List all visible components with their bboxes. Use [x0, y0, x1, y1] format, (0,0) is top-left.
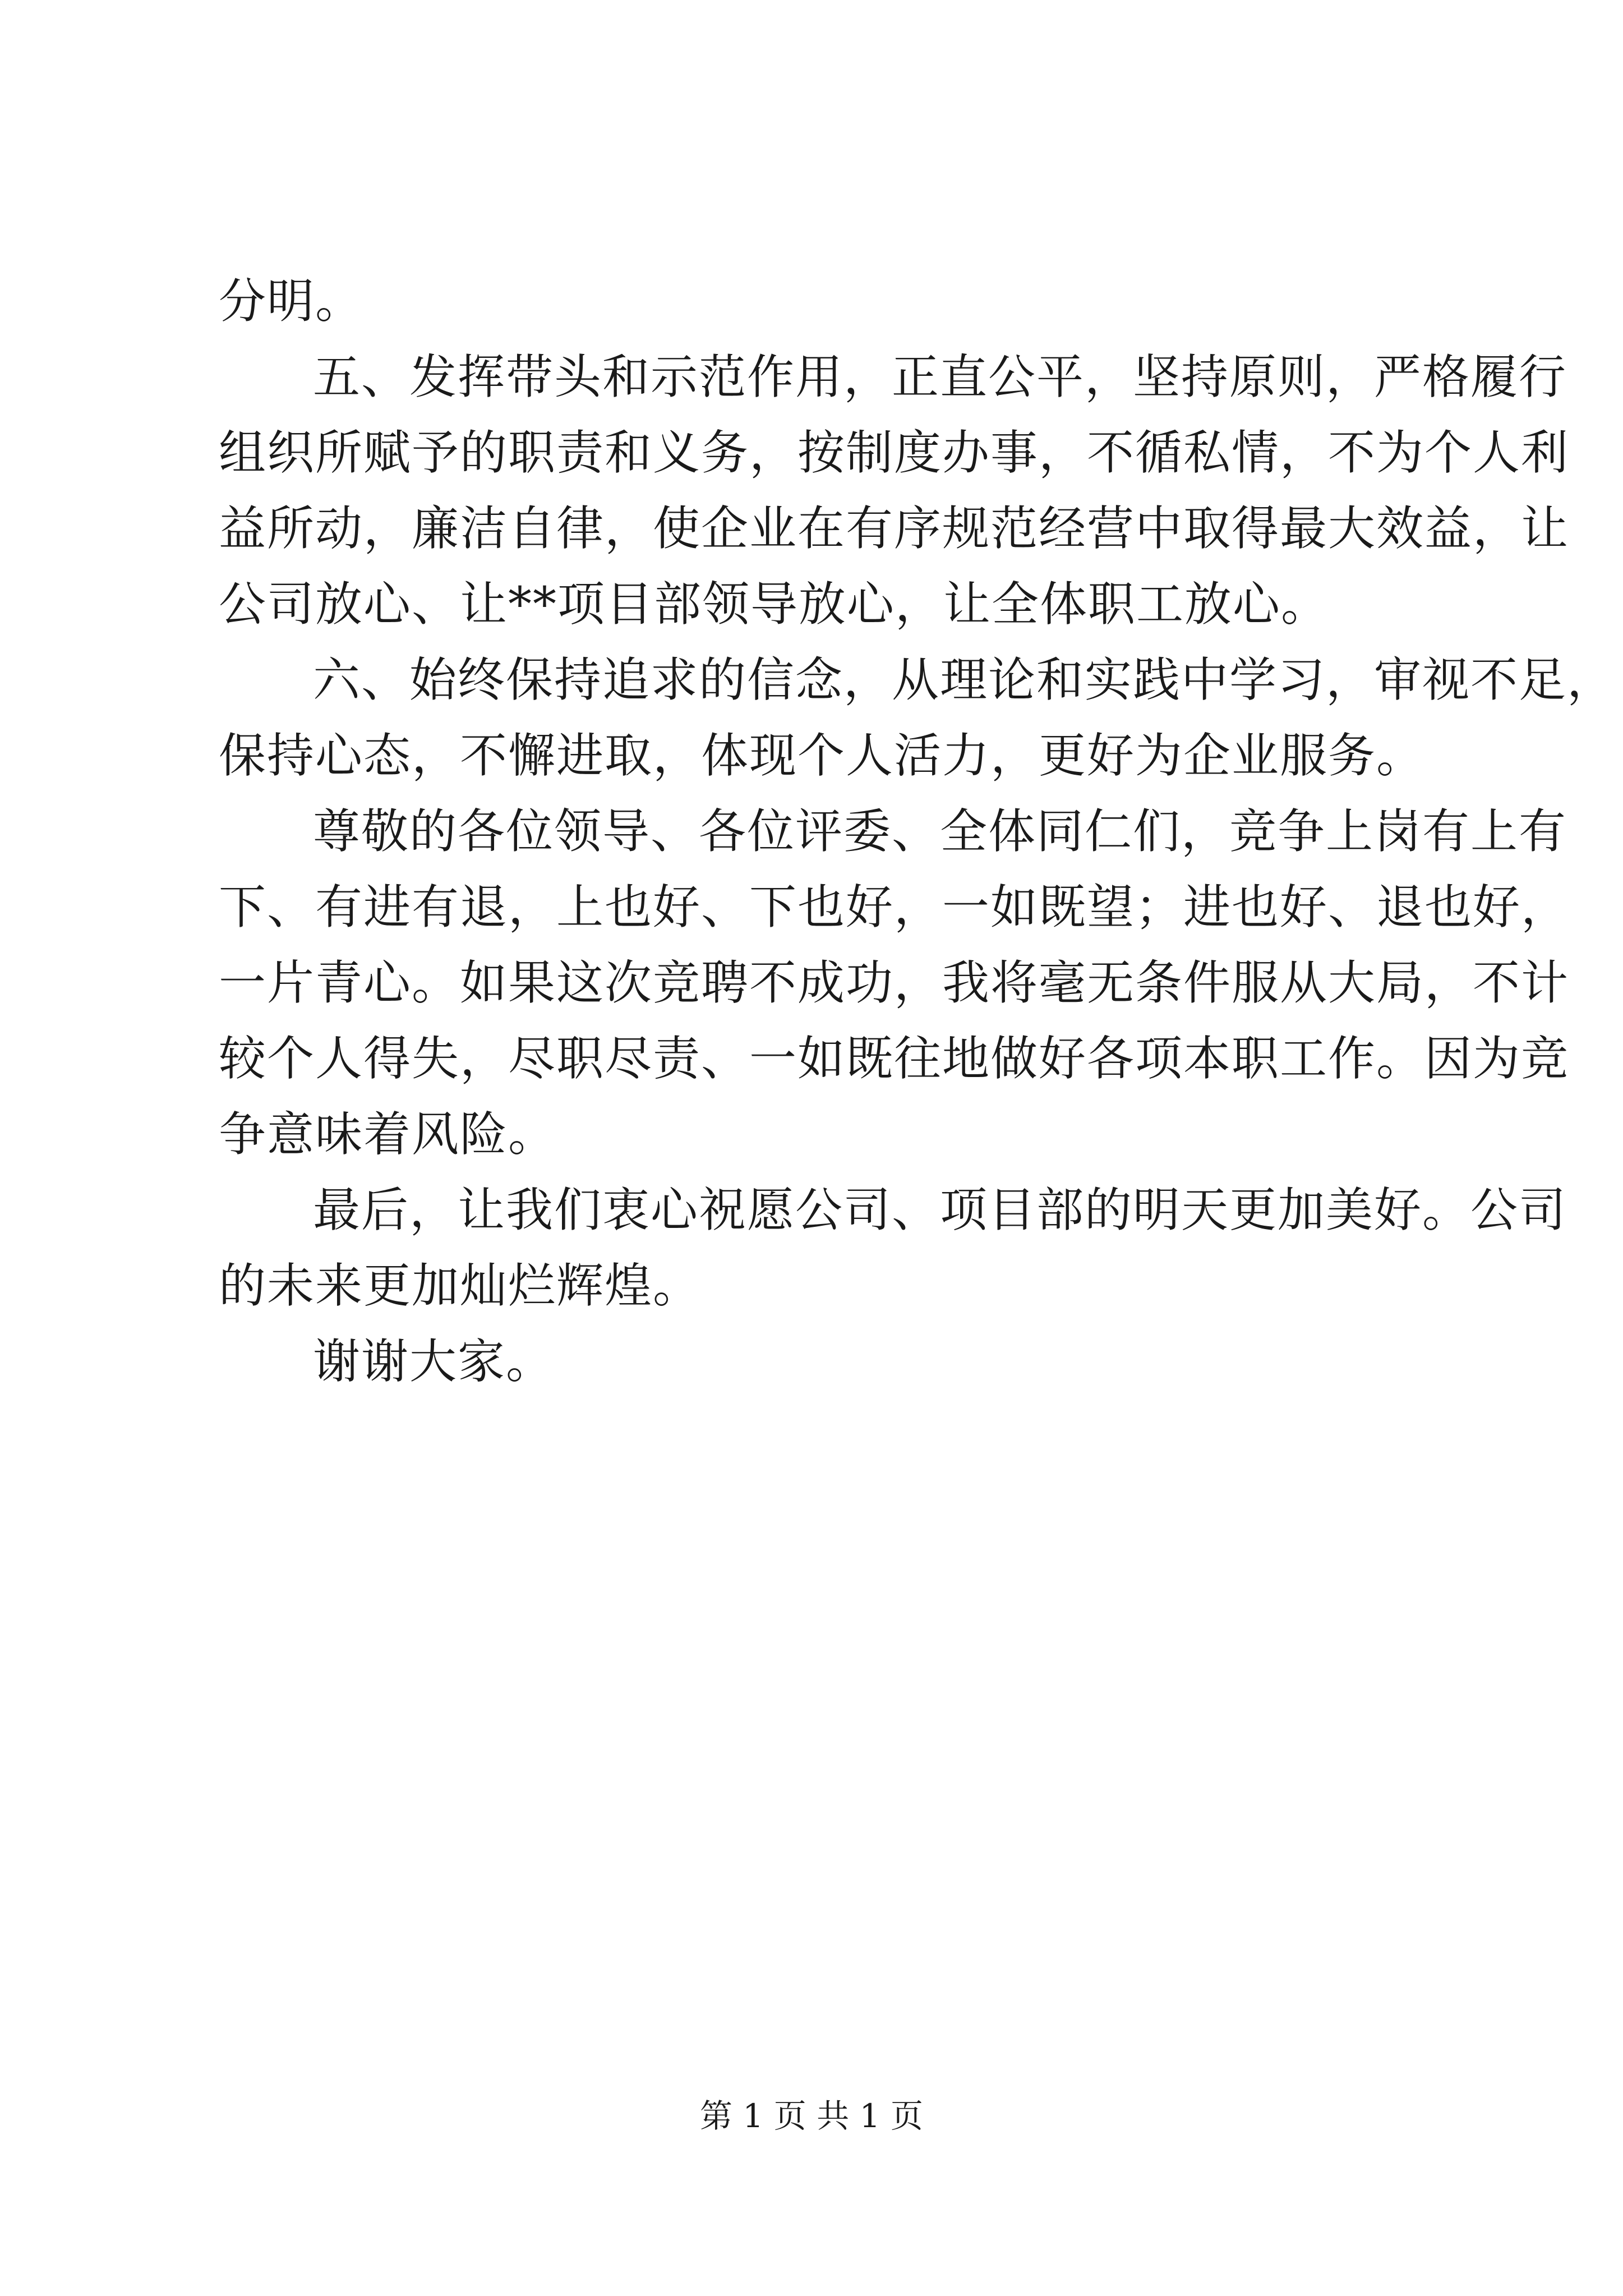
text-line: 五、发挥带头和示范作用，正直公平，坚持原则，严格履行 [313, 349, 1567, 404]
text-line: 争意味着风险。 [219, 1107, 557, 1162]
text-line: 谢谢大家。 [313, 1334, 555, 1389]
text-line: 下、有进有退，上也好、下也好，一如既望；进也好、退也好， [219, 880, 1570, 935]
text-line: 一片青心。如果这次竞聘不成功，我将毫无条件服从大局，不计 [219, 955, 1570, 1010]
text-line: 益所动，廉洁自律，使企业在有序规范经营中取得最大效益，让 [219, 501, 1570, 556]
text-line: 尊敬的各位领导、各位评委、全体同仁们，竞争上岗有上有 [313, 804, 1567, 859]
text-line: 最后，让我们衷心祝愿公司、项目部的明天更加美好。公司 [313, 1182, 1567, 1237]
text-line: 组织所赋予的职责和义务，按制度办事，不循私情，不为个人利 [219, 425, 1570, 480]
text-line: 公司放心、让**项目部领导放心，让全体职工放心。 [219, 577, 1330, 632]
text-line: 的未来更加灿烂辉煌。 [219, 1258, 702, 1313]
page-footer [0, 2093, 1623, 2138]
document-body [219, 264, 1616, 1400]
text-line: 分明。 [219, 274, 364, 329]
text-line: 六、始终保持追求的信念，从理论和实践中学习，审视不足， [313, 652, 1616, 707]
page-number: 第 1 页 共 1 页 [700, 2097, 923, 2135]
text-line: 较个人得失，尽职尽责、一如既往地做好各项本职工作。因为竞 [219, 1031, 1570, 1086]
text-line: 保持心态，不懈进取，体现个人活力，更好为企业服务。 [219, 728, 1425, 783]
